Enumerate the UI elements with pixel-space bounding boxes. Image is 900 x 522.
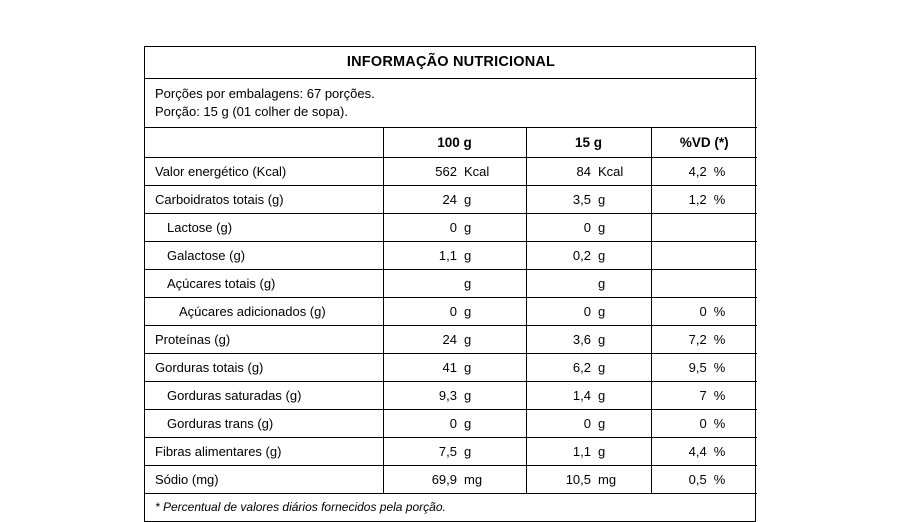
row-value-100g	[383, 214, 526, 242]
row-value-vd	[651, 158, 757, 186]
value-number: 9,3	[438, 388, 457, 404]
footnote-row	[145, 494, 757, 522]
value-unit: g	[464, 444, 472, 460]
row-value-vd	[651, 410, 757, 438]
row-value-portion	[526, 186, 651, 214]
value-number: 84	[576, 164, 591, 180]
footnote: * Percentual de valores diários fornecidos pela porção.	[145, 494, 757, 522]
value-unit: g	[464, 416, 472, 432]
value-number: 0	[583, 220, 591, 236]
row-value-100g	[383, 382, 526, 410]
row-label: Açúcares totais (g)	[145, 270, 383, 298]
value-unit: g	[598, 276, 606, 292]
value-number: 0	[449, 304, 457, 320]
table-row	[145, 326, 757, 354]
value-unit: %	[713, 164, 726, 180]
value-unit: g	[598, 388, 606, 404]
row-label: Fibras alimentares (g)	[145, 438, 383, 466]
row-value-vd	[651, 382, 757, 410]
row-value-vd	[651, 186, 757, 214]
table-row	[145, 214, 757, 242]
value-unit: g	[598, 192, 606, 208]
value-unit: %	[713, 360, 726, 376]
value-unit: g	[598, 220, 606, 236]
value-number: 0	[699, 304, 707, 320]
portion-size: Porção: 15 g (01 colher de sopa).	[155, 103, 348, 119]
value-number: 1,2	[688, 192, 707, 208]
row-value-100g	[383, 158, 526, 186]
row-label: Sódio (mg)	[145, 466, 383, 494]
row-value-vd	[651, 214, 757, 242]
value-number: 0	[449, 416, 457, 432]
value-number: 10,5	[565, 472, 591, 488]
table-row	[145, 466, 757, 494]
table-row	[145, 410, 757, 438]
value-unit: %	[713, 444, 726, 460]
value-unit: g	[464, 220, 472, 236]
value-number: 1,4	[572, 388, 591, 404]
row-value-portion	[526, 410, 651, 438]
value-unit: %	[713, 332, 726, 348]
value-unit: g	[598, 332, 606, 348]
table-row	[145, 158, 757, 186]
row-label: Proteínas (g)	[145, 326, 383, 354]
row-value-portion	[526, 242, 651, 270]
row-value-100g	[383, 326, 526, 354]
value-number: 0	[583, 304, 591, 320]
value-number: 562	[435, 164, 457, 180]
value-number: 24	[442, 192, 457, 208]
value-number: 4,2	[688, 164, 707, 180]
page-title: INFORMAÇÃO NUTRICIONAL	[145, 47, 757, 79]
column-header-portion: 15 g	[526, 128, 651, 158]
portions-info	[145, 79, 757, 128]
column-header-vd: %VD (*)	[651, 128, 757, 158]
row-label: Gorduras saturadas (g)	[145, 382, 383, 410]
row-value-vd	[651, 298, 757, 326]
table-title-row	[145, 47, 757, 79]
table-header-row	[145, 128, 757, 158]
row-value-100g	[383, 186, 526, 214]
row-label: Lactose (g)	[145, 214, 383, 242]
row-value-100g	[383, 242, 526, 270]
portions-per-package: Porções por embalagens: 67 porções.	[155, 86, 375, 101]
column-header-100g: 100 g	[383, 128, 526, 158]
row-label: Galactose (g)	[145, 242, 383, 270]
row-value-portion	[526, 466, 651, 494]
value-number: 1,1	[438, 248, 457, 264]
table-row	[145, 242, 757, 270]
value-number: 41	[442, 360, 457, 376]
row-value-portion	[526, 214, 651, 242]
column-header-nutrient	[145, 128, 383, 158]
row-value-vd	[651, 242, 757, 270]
value-number: 7,5	[438, 444, 457, 460]
value-unit: mg	[464, 472, 483, 488]
value-unit: g	[464, 276, 472, 292]
row-value-portion	[526, 326, 651, 354]
value-number: 0	[583, 416, 591, 432]
row-value-vd	[651, 466, 757, 494]
value-number: 69,9	[431, 472, 457, 488]
row-value-vd	[651, 270, 757, 298]
value-unit: g	[598, 416, 606, 432]
row-value-100g	[383, 466, 526, 494]
value-unit: Kcal	[598, 164, 624, 180]
table-row	[145, 438, 757, 466]
row-value-vd	[651, 326, 757, 354]
nutrition-facts-panel	[144, 46, 756, 522]
value-unit: %	[713, 416, 726, 432]
value-unit: g	[598, 304, 606, 320]
row-value-portion	[526, 270, 651, 298]
value-unit: %	[713, 472, 726, 488]
value-number: 1,1	[572, 444, 591, 460]
row-value-100g	[383, 410, 526, 438]
value-unit: g	[598, 360, 606, 376]
row-value-100g	[383, 438, 526, 466]
table-row	[145, 298, 757, 326]
row-value-portion	[526, 354, 651, 382]
row-value-100g	[383, 270, 526, 298]
value-number: 7	[699, 388, 707, 404]
row-value-portion	[526, 438, 651, 466]
value-number: 3,6	[572, 332, 591, 348]
portions-row	[145, 79, 757, 128]
nutrition-table	[145, 47, 757, 521]
row-value-vd	[651, 354, 757, 382]
row-label: Gorduras trans (g)	[145, 410, 383, 438]
value-number: 0	[449, 220, 457, 236]
value-unit: g	[598, 444, 606, 460]
value-number: 4,4	[688, 444, 707, 460]
value-unit: g	[464, 304, 472, 320]
table-row	[145, 354, 757, 382]
value-number: 24	[442, 332, 457, 348]
row-label: Carboidratos totais (g)	[145, 186, 383, 214]
value-number: 0	[699, 416, 707, 432]
row-value-portion	[526, 382, 651, 410]
value-number: 9,5	[688, 360, 707, 376]
table-row	[145, 382, 757, 410]
table-row	[145, 270, 757, 298]
value-unit: Kcal	[464, 164, 490, 180]
row-value-vd	[651, 438, 757, 466]
value-unit: g	[464, 360, 472, 376]
value-unit: g	[464, 192, 472, 208]
value-number: 0,5	[688, 472, 707, 488]
row-label: Valor energético (Kcal)	[145, 158, 383, 186]
value-unit: g	[464, 248, 472, 264]
value-unit: %	[713, 192, 726, 208]
value-number: 7,2	[688, 332, 707, 348]
value-unit: mg	[598, 472, 617, 488]
value-unit: g	[464, 332, 472, 348]
value-number: 0,2	[572, 248, 591, 264]
value-number: 3,5	[572, 192, 591, 208]
row-value-portion	[526, 158, 651, 186]
nutrition-table-body	[145, 47, 757, 521]
value-unit: %	[713, 388, 726, 404]
row-value-portion	[526, 298, 651, 326]
value-number: 6,2	[572, 360, 591, 376]
row-label: Gorduras totais (g)	[145, 354, 383, 382]
value-unit: g	[464, 388, 472, 404]
table-row	[145, 186, 757, 214]
value-unit: %	[713, 304, 726, 320]
row-value-100g	[383, 298, 526, 326]
value-unit: g	[598, 248, 606, 264]
row-value-100g	[383, 354, 526, 382]
row-label: Açúcares adicionados (g)	[145, 298, 383, 326]
